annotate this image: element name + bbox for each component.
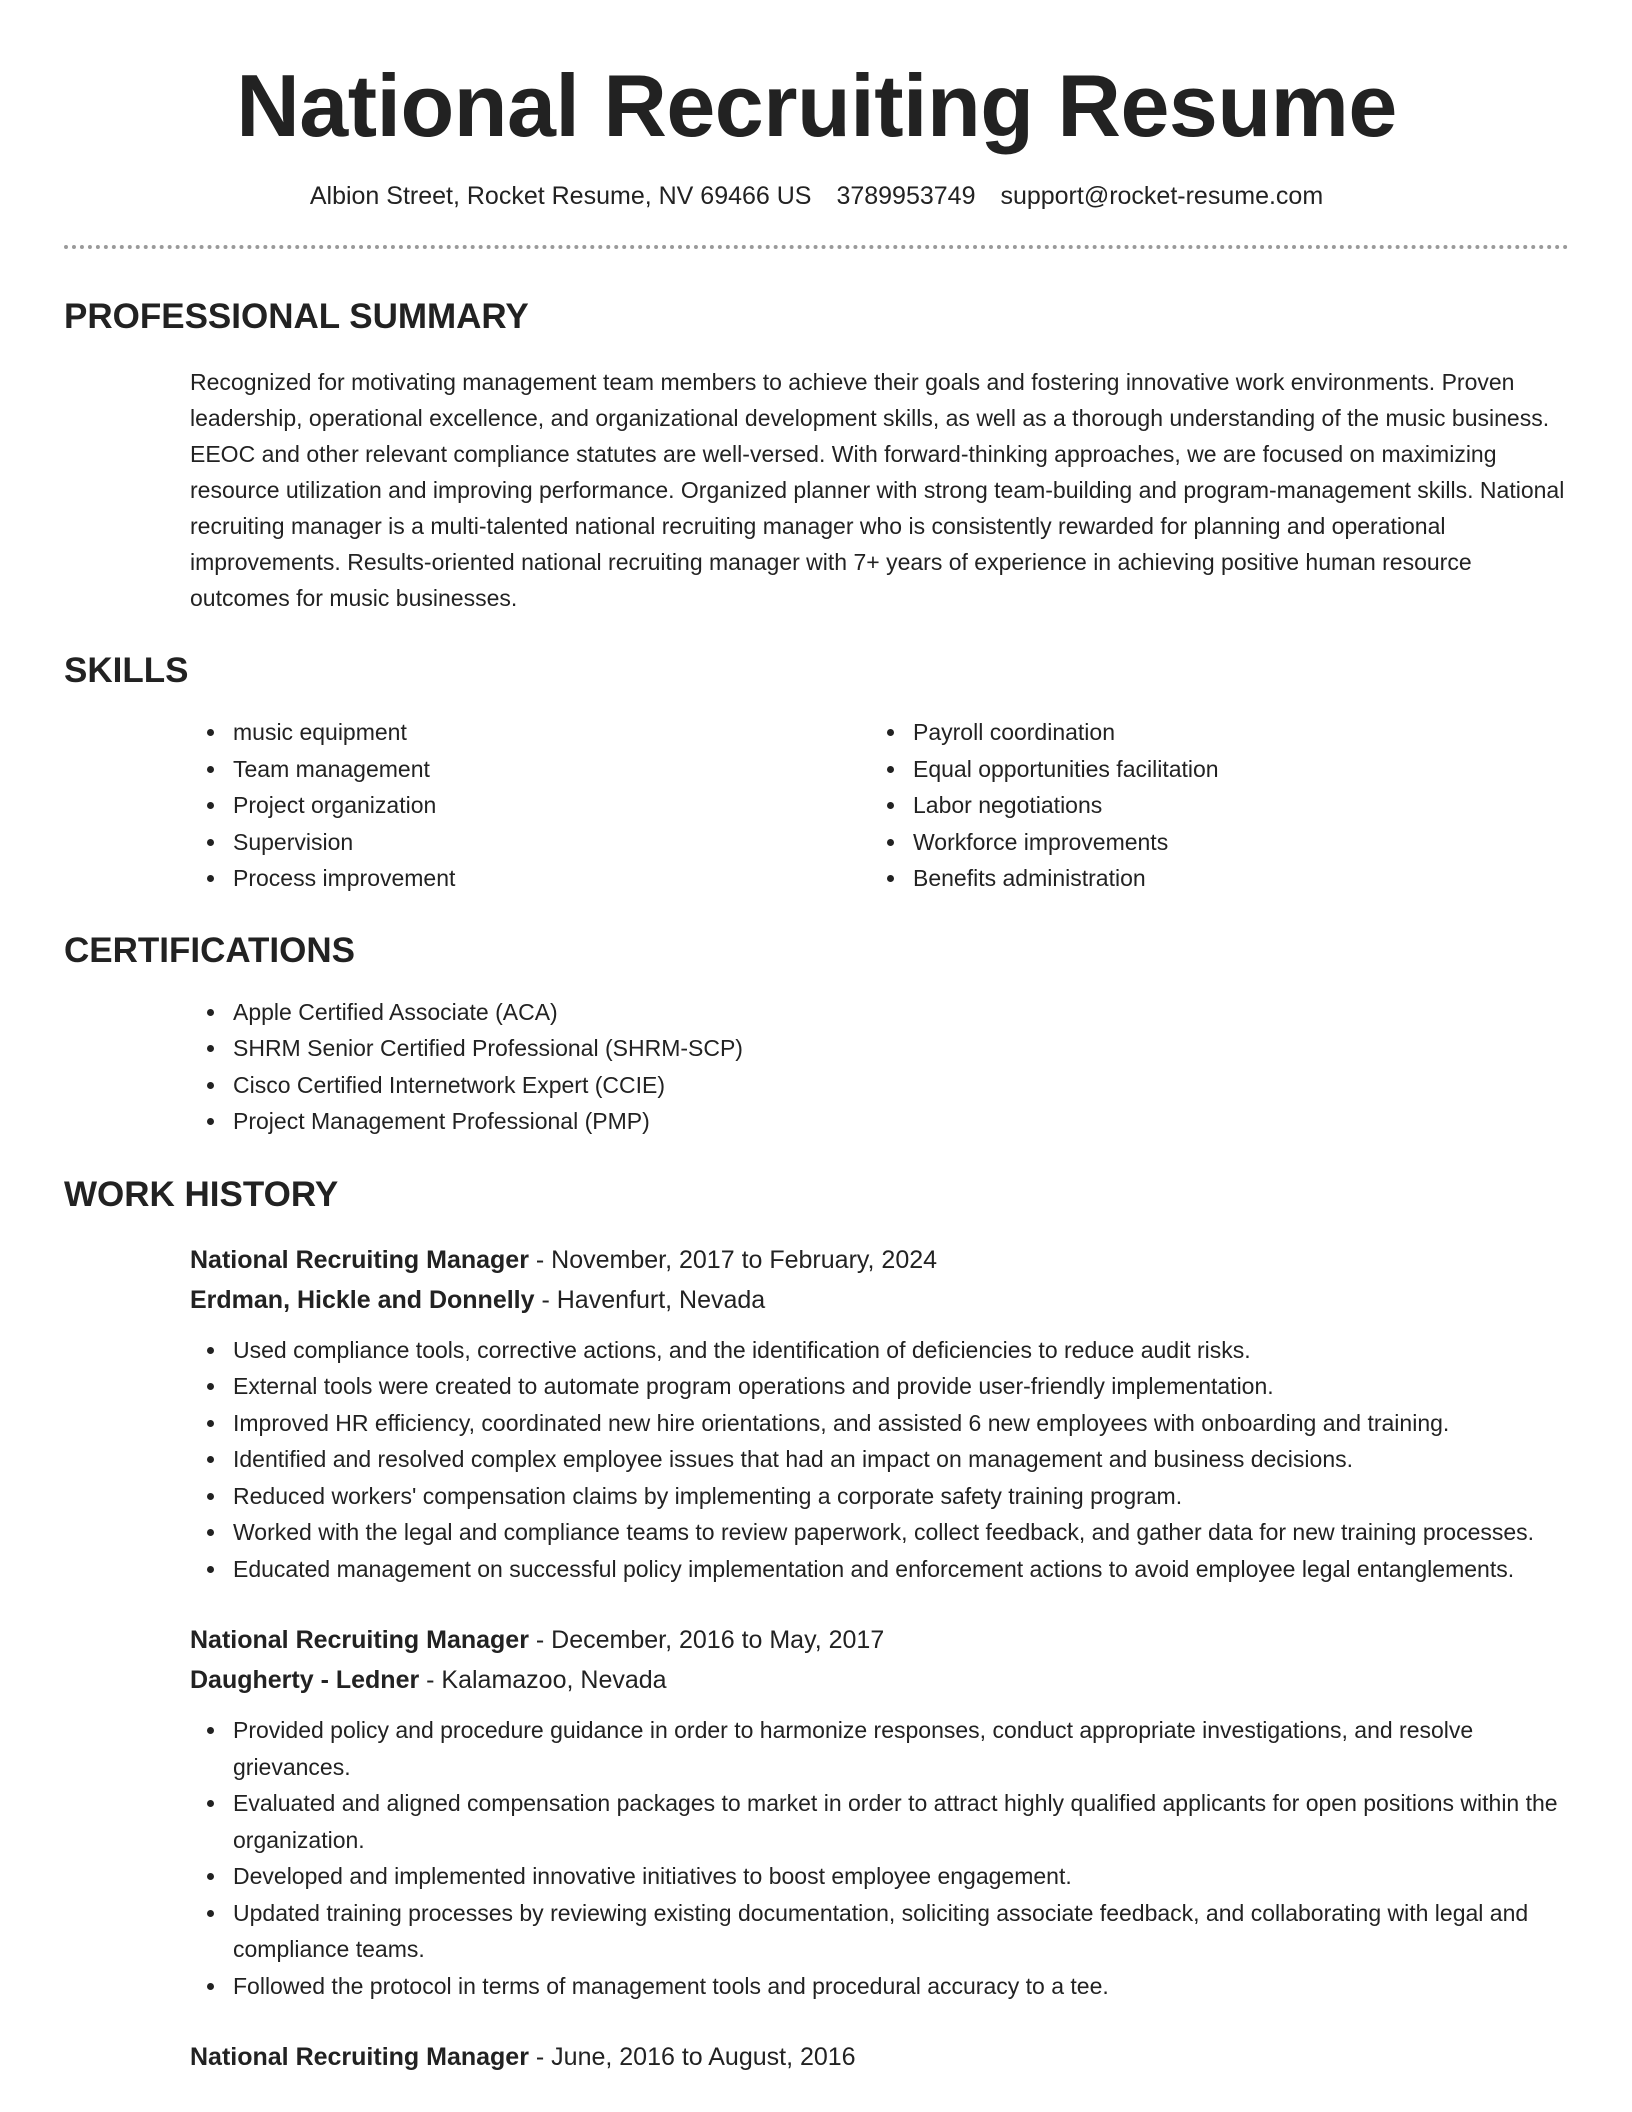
job-entry	[190, 1620, 1569, 2004]
job-bullet: Worked with the legal and compliance teams to review paperwork, collect feedback, and gather data for new training processes.	[190, 1514, 1569, 1551]
skills-list-left	[190, 714, 870, 897]
job-role: National Recruiting Manager	[190, 1245, 529, 1274]
certifications-heading: CERTIFICATIONS	[64, 930, 356, 970]
job-bullet: Evaluated and aligned compensation packages to market in order to attract highly qualified applicants for open positions within the organization.	[190, 1785, 1569, 1858]
skill-item: Labor negotiations	[870, 787, 1550, 824]
job-bullet: Educated management on successful policy implementation and enforcement actions to avoid employee legal entanglements.	[190, 1551, 1569, 1588]
job-company: Erdman, Hickle and Donnelly	[190, 1285, 535, 1314]
summary-heading: PROFESSIONAL SUMMARY	[64, 297, 529, 336]
job-location: - Havenfurt, Nevada	[534, 1285, 766, 1314]
skill-item: Supervision	[190, 824, 870, 861]
skills-grid	[190, 714, 1569, 897]
job-company-line	[190, 1660, 1569, 1700]
contact-line	[64, 184, 1569, 209]
work-history-heading: WORK HISTORY	[64, 1174, 339, 1214]
skill-item: Workforce improvements	[870, 824, 1550, 861]
job-company-line	[190, 1280, 1569, 1320]
job-bullet: External tools were created to automate program operations and provide user-friendly implementation.	[190, 1368, 1569, 1405]
summary-paragraph: Recognized for motivating management team members to achieve their goals and fostering innovative work environments. Proven leadership, operational excellence, and organizational development skills, as well as a thorough understanding of the music business. EEOC and other relevant compliance statutes are well-versed. With forward-thinking approaches, we are focused on maximizing resource utilization and improving performance. Organized planner with strong team-building and program-management skills. National recruiting manager is a multi-talented national recruiting manager who is consistently rewarded for planning and operational improvements. Results-oriented national recruiting manager with 7+ years of experience in achieving positive human resource outcomes for music businesses.	[190, 369, 1565, 611]
skills-heading: SKILLS	[64, 651, 189, 690]
skill-item: Benefits administration	[870, 860, 1550, 897]
resume-page	[64, 0, 1569, 2077]
skills-list-right	[870, 714, 1550, 897]
job-dates: - November, 2017 to February, 2024	[528, 1245, 938, 1274]
job-entry	[190, 1240, 1569, 1588]
job-bullets	[190, 1332, 1569, 1588]
job-bullet: Provided policy and procedure guidance in order to harmonize responses, conduct appropriate investigations, and resolve grievances.	[190, 1712, 1569, 1785]
job-bullets	[190, 1712, 1569, 2004]
job-bullet: Followed the protocol in terms of management tools and procedural accuracy to a tee.	[190, 1968, 1569, 2005]
job-bullet: Developed and implemented innovative initiatives to boost employee engagement.	[190, 1858, 1569, 1895]
job-company: Daugherty - Ledner	[190, 1666, 420, 1694]
skill-item: Payroll coordination	[870, 714, 1550, 751]
address-text: Albion Street, Rocket Resume, NV 69466 US	[309, 182, 812, 210]
certification-item: Project Management Professional (PMP)	[190, 1103, 1569, 1140]
certification-item: SHRM Senior Certified Professional (SHRM-SCP)	[190, 1030, 1569, 1067]
skill-item: Team management	[190, 751, 870, 788]
job-entry	[190, 2037, 1569, 2077]
job-bullet: Used compliance tools, corrective actions, and the identification of deficiencies to reduce audit risks.	[190, 1332, 1569, 1369]
skill-item: Project organization	[190, 787, 870, 824]
job-dates: - December, 2016 to May, 2017	[528, 1626, 885, 1654]
job-bullet: Identified and resolved complex employee issues that had an impact on management and business decisions.	[190, 1441, 1569, 1478]
certification-item: Apple Certified Associate (ACA)	[190, 994, 1569, 1031]
skill-item: music equipment	[190, 714, 870, 751]
certifications-list	[190, 994, 1569, 1140]
phone-text: 3789953749	[836, 182, 976, 210]
skill-item: Equal opportunities facilitation	[870, 751, 1550, 788]
header-divider	[64, 245, 1569, 249]
email-text: support@rocket-resume.com	[1000, 182, 1324, 210]
job-role-line	[190, 1620, 1569, 1660]
job-role: National Recruiting Manager	[190, 1626, 529, 1654]
job-role: National Recruiting Manager	[190, 2043, 529, 2071]
job-role-line	[190, 1240, 1569, 1280]
job-bullet: Updated training processes by reviewing existing documentation, soliciting associate feedback, and collaborating with legal and compliance teams.	[190, 1895, 1569, 1968]
job-role-line	[190, 2037, 1569, 2077]
job-bullet: Improved HR efficiency, coordinated new hire orientations, and assisted 6 new employees with onboarding and training.	[190, 1405, 1569, 1442]
skill-item: Process improvement	[190, 860, 870, 897]
resume-title: National Recruiting Resume	[236, 56, 1397, 155]
job-dates: - June, 2016 to August, 2016	[528, 2043, 856, 2071]
job-bullet: Reduced workers' compensation claims by implementing a corporate safety training program.	[190, 1478, 1569, 1515]
job-location: - Kalamazoo, Nevada	[419, 1666, 667, 1694]
certification-item: Cisco Certified Internetwork Expert (CCIE)	[190, 1067, 1569, 1104]
